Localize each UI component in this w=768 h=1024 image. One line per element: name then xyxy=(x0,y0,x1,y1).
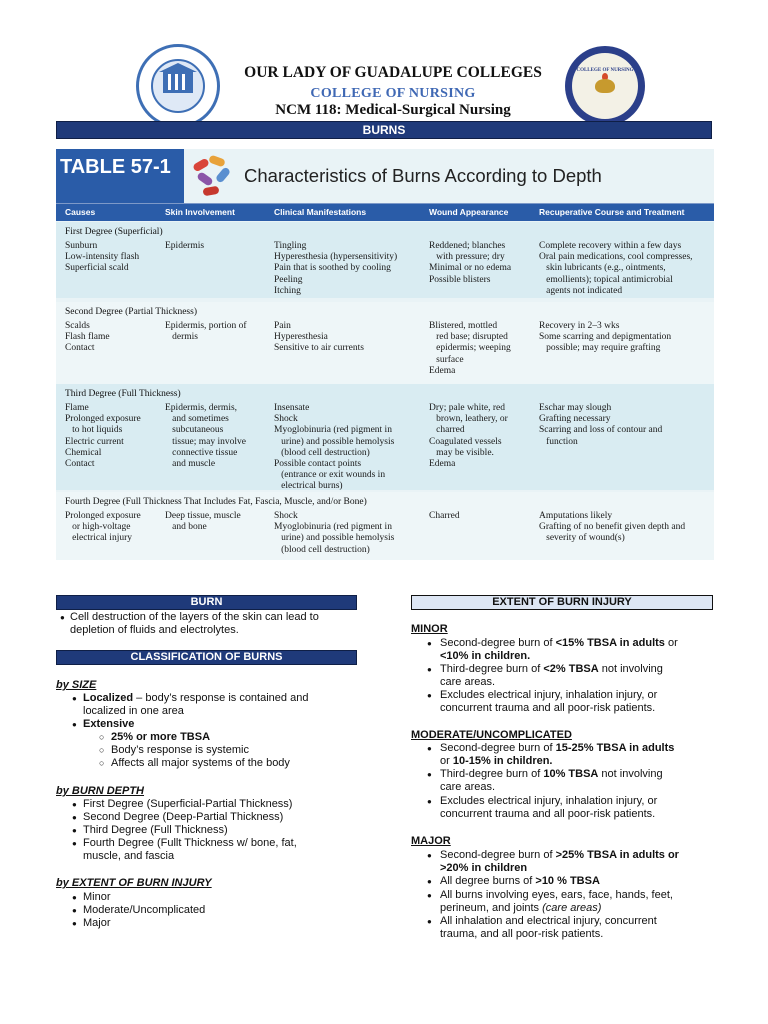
size-localized-line2: localized in one area xyxy=(83,705,184,717)
clinical-manifestations-cell: urine) and possible hemolysis xyxy=(274,436,395,447)
clinical-manifestations-cell: Hyperesthesia xyxy=(274,332,328,343)
cause-cell: Prolonged exposure xyxy=(65,511,141,521)
cause-cell: Chemical xyxy=(65,447,102,458)
cause-cell: Contact xyxy=(65,343,95,354)
burn-definition-line: depletion of fluids and electrolytes. xyxy=(70,624,239,636)
wound-appearance-cell: charred xyxy=(429,425,465,436)
size-localized: Localized – body’s response is contained and xyxy=(83,692,309,704)
course-title: NCM 118: Medical-Surgical Nursing xyxy=(275,102,511,118)
bullet-icon: ● xyxy=(72,813,77,822)
skin-involvement-cell: and muscle xyxy=(165,459,216,469)
row-title: First Degree (Superficial) xyxy=(65,227,163,237)
table-title: Characteristics of Burns According to Depth xyxy=(244,165,602,186)
major-criterion: All burns involving eyes, ears, face, hands, feet, xyxy=(440,889,673,901)
recovery-cell: Scarring and loss of contour and xyxy=(539,425,663,436)
cause-cell: electrical injury xyxy=(65,533,132,544)
wound-appearance-cell: Reddened; blanches xyxy=(429,241,506,251)
skin-involvement-cell: and bone xyxy=(165,522,207,533)
moderate-criterion: Excludes electrical injury, inhalation injury, or xyxy=(440,795,658,807)
clinical-manifestations-cell: Hyperesthesia (hypersensitivity) xyxy=(274,252,398,263)
cause-cell: Electric current xyxy=(65,436,124,447)
minor-criterion-line2: <10% in children. xyxy=(440,650,531,662)
depth-item: Second Degree (Deep-Partial Thickness) xyxy=(83,811,284,823)
bullet-icon: ● xyxy=(427,691,432,700)
recovery-cell: Recovery in 2–3 wks xyxy=(539,321,620,331)
minor-criterion-line2: concurrent trauma and all poor-risk patients. xyxy=(440,702,656,714)
depth-item-fourth: Fourth Degree (Fullt Thickness w/ bone, fat, xyxy=(83,837,297,849)
recovery-cell: function xyxy=(539,436,578,447)
row-title: Fourth Degree (Full Thickness That Includes Fat, Fascia, Muscle, and/or Bone) xyxy=(65,497,367,507)
table-row xyxy=(56,222,714,298)
moderate-criterion-line2: care areas. xyxy=(440,781,496,793)
extent-item: Moderate/Uncomplicated xyxy=(83,904,206,916)
moderate-criterion-line2: or 10-15% in children. xyxy=(440,755,553,767)
extent-item: Major xyxy=(83,917,111,929)
bullet-icon: ● xyxy=(72,919,77,928)
wound-appearance-cell: epidermis; weeping xyxy=(429,343,511,354)
cause-cell: to hot liquids xyxy=(65,425,123,436)
depth-item-fourth-line2: muscle, and fascia xyxy=(83,850,175,862)
moderate-criterion-line2: concurrent trauma and all poor-risk patients. xyxy=(440,808,656,820)
school-seal-logo xyxy=(136,44,220,128)
major-criterion: All inhalation and electrical injury, concurrent xyxy=(440,915,657,927)
cause-cell: Scalds xyxy=(65,321,90,331)
recovery-cell: severity of wound(s) xyxy=(539,533,625,544)
minor-heading: MINOR xyxy=(411,623,448,635)
table-row xyxy=(56,302,714,386)
clinical-manifestations-cell: Myoglobinuria (red pigment in xyxy=(274,522,392,533)
cause-cell: Flame xyxy=(65,403,89,413)
bullet-icon: ● xyxy=(60,613,65,622)
extent-item: Minor xyxy=(83,891,111,903)
clinical-manifestations-cell: Possible contact points xyxy=(274,459,362,469)
clinical-manifestations-cell: (blood cell destruction) xyxy=(274,447,370,458)
clinical-manifestations-cell: Pain xyxy=(274,321,291,331)
major-criterion: Second-degree burn of >25% TBSA in adults or xyxy=(440,849,679,861)
clinical-manifestations-cell: urine) and possible hemolysis xyxy=(274,533,395,544)
skin-involvement-cell: Epidermis xyxy=(165,241,205,251)
clinical-manifestations-cell: Pain that is soothed by cooling xyxy=(274,263,391,274)
clinical-manifestations-cell: Myoglobinuria (red pigment in xyxy=(274,425,392,436)
skin-involvement-cell: subcutaneous xyxy=(165,425,224,436)
bullet-icon: ● xyxy=(427,877,432,886)
bullet-icon: ● xyxy=(427,665,432,674)
major-criterion-line2: perineum, and joints (care areas) xyxy=(440,902,602,914)
skin-involvement-cell: Epidermis, portion of xyxy=(165,321,247,331)
bullet-icon: ● xyxy=(72,800,77,809)
wound-appearance-cell: Blistered, mottled xyxy=(429,321,498,331)
column-header: Skin Involvement xyxy=(165,207,235,217)
cause-cell: Prolonged exposure xyxy=(65,414,141,425)
depth-item: Third Degree (Full Thickness) xyxy=(83,824,228,836)
wound-appearance-cell: brown, leathery, or xyxy=(429,414,508,425)
bullet-icon: ● xyxy=(72,694,77,703)
recovery-cell: Eschar may slough xyxy=(539,403,612,413)
recovery-cell: Complete recovery within a few days xyxy=(539,241,682,251)
burn-heading: BURN xyxy=(56,595,357,610)
bullet-icon: ● xyxy=(427,851,432,860)
recovery-cell: Grafting of no benefit given depth and xyxy=(539,522,686,533)
clinical-manifestations-cell: (blood cell destruction) xyxy=(274,544,370,555)
wound-appearance-cell: with pressure; dry xyxy=(429,252,505,263)
bullet-icon: ● xyxy=(427,891,432,900)
recovery-cell: agents not indicated xyxy=(539,285,623,296)
cause-cell: Sunburn xyxy=(65,241,98,251)
college-of-nursing-seal-logo: COLLEGE OF NURSING xyxy=(565,46,645,126)
major-criterion: All degree burns of >10 % TBSA xyxy=(440,875,600,887)
minor-criterion-line2: care areas. xyxy=(440,676,496,688)
recovery-cell: emollients); topical antimicrobial xyxy=(539,274,673,285)
cause-cell: Contact xyxy=(65,459,95,469)
minor-criterion: Excludes electrical injury, inhalation injury, or xyxy=(440,689,658,701)
sub-bullet-icon: ○ xyxy=(99,758,105,768)
bullet-icon: ● xyxy=(72,893,77,902)
bullet-icon: ● xyxy=(72,826,77,835)
column-header: Wound Appearance xyxy=(429,207,509,217)
extent-heading: EXTENT OF BURN INJURY xyxy=(411,595,713,610)
wound-appearance-cell: red base; disrupted xyxy=(429,332,508,343)
burn-depth-table xyxy=(56,149,714,559)
wound-appearance-cell: Minimal or no edema xyxy=(429,263,512,274)
depth-item: First Degree (Superficial-Partial Thickness) xyxy=(83,798,293,810)
skin-involvement-cell: Deep tissue, muscle xyxy=(165,511,241,521)
wound-appearance-cell: Dry; pale white, red xyxy=(429,403,505,413)
bullet-icon: ● xyxy=(72,906,77,915)
by-size-heading: by SIZE xyxy=(56,679,97,691)
moderate-heading: MODERATE/UNCOMPLICATED xyxy=(411,729,572,741)
extensive-item: Affects all major systems of the body xyxy=(111,757,290,769)
sub-bullet-icon: ○ xyxy=(99,745,105,755)
clinical-manifestations-cell: Peeling xyxy=(274,274,303,285)
column-header: Causes xyxy=(65,207,96,217)
table-row xyxy=(56,384,714,490)
pills-icon xyxy=(189,153,237,199)
bullet-icon: ● xyxy=(427,744,432,753)
bullet-icon: ● xyxy=(72,839,77,848)
wound-appearance-cell: surface xyxy=(429,354,464,365)
burn-definition-line: Cell destruction of the layers of the skin can lead to xyxy=(70,611,319,623)
clinical-manifestations-cell: Insensate xyxy=(274,403,310,413)
wound-appearance-cell: Edema xyxy=(429,365,456,376)
minor-criterion: Third-degree burn of <2% TBSA not involving xyxy=(440,663,663,675)
recovery-cell: Oral pain medications, cool compresses, xyxy=(539,252,693,263)
bullet-icon: ● xyxy=(427,917,432,926)
minor-criterion: Second-degree burn of <15% TBSA in adults or xyxy=(440,637,678,649)
wound-appearance-cell: Coagulated vessels xyxy=(429,436,502,447)
table-row xyxy=(56,492,714,560)
skin-involvement-cell: dermis xyxy=(165,332,198,343)
column-header: Clinical Manifestations xyxy=(274,207,367,217)
clinical-manifestations-cell: Shock xyxy=(274,511,298,521)
clinical-manifestations-cell: Shock xyxy=(274,414,298,425)
recovery-cell: Grafting necessary xyxy=(539,414,611,425)
cause-cell: or high-voltage xyxy=(65,522,131,533)
skin-involvement-cell: Epidermis, dermis, xyxy=(165,403,238,413)
clinical-manifestations-cell: (entrance or exit wounds in xyxy=(274,470,386,481)
bullet-icon: ● xyxy=(427,797,432,806)
clinical-manifestations-cell: Itching xyxy=(274,285,301,296)
recovery-cell: possible; may require grafting xyxy=(539,343,661,354)
classification-heading: CLASSIFICATION OF BURNS xyxy=(56,650,357,665)
school-name: OUR LADY OF GUADALUPE COLLEGES xyxy=(244,64,542,81)
wound-appearance-cell: Charred xyxy=(429,511,460,521)
recovery-cell: skin lubricants (e.g., ointments, xyxy=(539,263,666,274)
bullet-icon: ● xyxy=(72,720,77,729)
clinical-manifestations-cell: Tingling xyxy=(274,241,307,251)
wound-appearance-cell: may be visible. xyxy=(429,447,494,458)
extensive-item: 25% or more TBSA xyxy=(111,731,211,743)
size-extensive: Extensive xyxy=(83,718,135,730)
by-depth-heading: by BURN DEPTH xyxy=(56,785,145,797)
cause-cell: Superficial scald xyxy=(65,263,129,274)
bullet-icon: ● xyxy=(427,639,432,648)
recovery-cell: Amputations likely xyxy=(539,511,613,521)
clinical-manifestations-cell: electrical burns) xyxy=(274,481,343,492)
row-title: Third Degree (Full Thickness) xyxy=(65,389,181,399)
major-criterion-line2: trauma, and all poor-risk patients. xyxy=(440,928,604,940)
skin-involvement-cell: connective tissue xyxy=(165,447,238,458)
cause-cell: Low-intensity flash xyxy=(65,252,140,263)
clinical-manifestations-cell: Sensitive to air currents xyxy=(274,343,364,354)
recovery-cell: Some scarring and depigmentation xyxy=(539,332,672,343)
wound-appearance-cell: Possible blisters xyxy=(429,274,491,285)
table-label: TABLE 57-1 xyxy=(56,149,184,203)
moderate-criterion: Third-degree burn of 10% TBSA not involving xyxy=(440,768,663,780)
skin-involvement-cell: tissue; may involve xyxy=(165,436,247,447)
extensive-item: Body’s response is systemic xyxy=(111,744,249,756)
topic-banner: BURNS xyxy=(56,121,712,139)
moderate-criterion: Second-degree burn of 15-25% TBSA in adults xyxy=(440,742,675,754)
college-name: COLLEGE OF NURSING xyxy=(310,86,476,101)
row-title: Second Degree (Partial Thickness) xyxy=(65,307,197,317)
major-criterion-line2: >20% in children xyxy=(440,862,528,874)
bullet-icon: ● xyxy=(427,770,432,779)
sub-bullet-icon: ○ xyxy=(99,732,105,742)
wound-appearance-cell: Edema xyxy=(429,459,456,469)
table-header-row xyxy=(56,203,714,221)
major-heading: MAJOR xyxy=(411,835,451,847)
by-extent-heading: by EXTENT OF BURN INJURY xyxy=(56,877,212,889)
column-header: Recuperative Course and Treatment xyxy=(539,207,685,217)
cause-cell: Flash flame xyxy=(65,332,110,343)
skin-involvement-cell: and sometimes xyxy=(165,414,229,425)
